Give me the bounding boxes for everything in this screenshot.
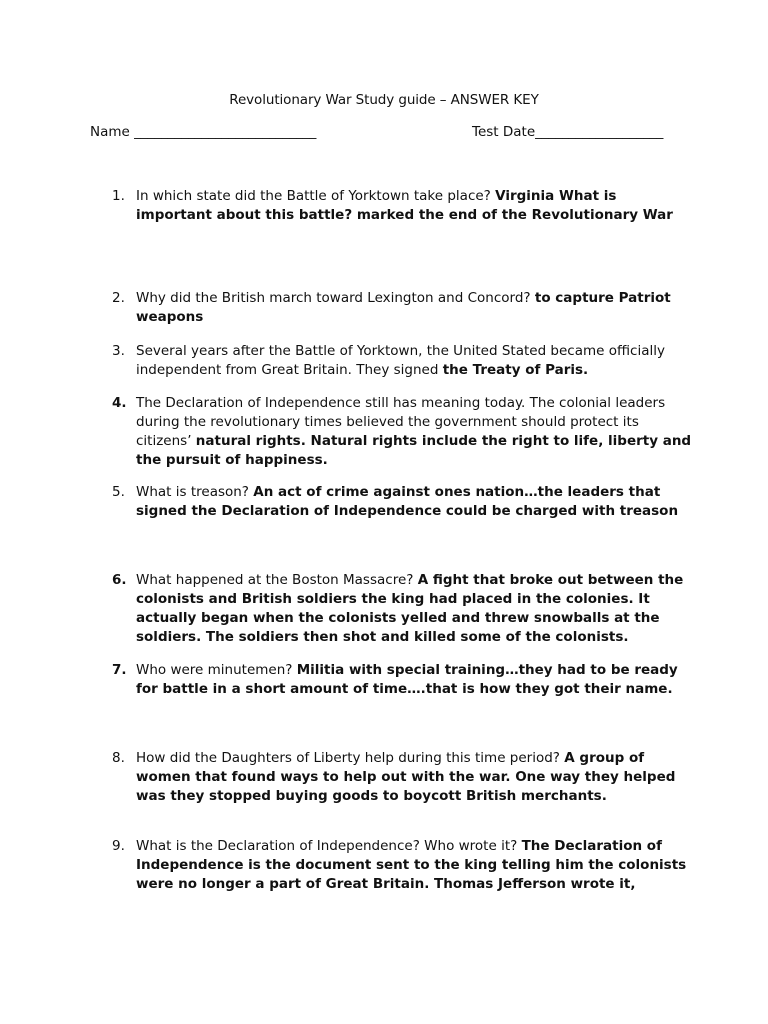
answer-text: to capture Patriot weapons (136, 290, 671, 325)
question-item-3 (112, 342, 692, 380)
page-title: Revolutionary War Study guide – ANSWER KEY (229, 92, 539, 108)
question-body (136, 837, 692, 894)
answer-text: The Declaration of Independence is the document sent to the king telling him the colonists were no longer a part of Great Britain. Thomas Jefferson wrote it, (136, 838, 687, 892)
question-body (136, 749, 692, 806)
answer-text: Virginia What is important about this battle? marked the end of the Revolutionary War (136, 188, 673, 223)
answer-text: natural rights. Natural rights include the right to life, liberty and the pursuit of happiness. (136, 433, 692, 468)
question-item-7 (112, 661, 692, 699)
question-number: 6. (112, 572, 127, 588)
question-item-6 (112, 571, 692, 647)
question-item-2 (112, 289, 692, 327)
question-body (136, 661, 692, 699)
question-body (136, 483, 692, 521)
question-item-8 (112, 749, 692, 806)
question-body (136, 571, 692, 647)
question-body (136, 187, 692, 225)
question-text: In which state did the Battle of Yorktown take place? (136, 188, 496, 204)
question-text: What happened at the Boston Massacre? (136, 572, 418, 588)
question-number: 2. (112, 290, 125, 306)
question-number: 1. (112, 188, 125, 204)
question-text: Several years after the Battle of Yorktown, the United Stated became officially independent from Great Britain. They signed (136, 343, 665, 378)
question-item-4 (112, 394, 692, 470)
answer-text: the Treaty of Paris. (442, 362, 589, 378)
question-text: Who were minutemen? (136, 662, 297, 678)
question-number: 3. (112, 343, 125, 359)
answer-text: A group of women that found ways to help out with the war. One way they helped was they stopped buying goods to boycott British merchants. (136, 750, 676, 804)
question-text: What is the Declaration of Independence? Who wrote it? (136, 838, 522, 854)
question-number: 7. (112, 662, 127, 678)
question-body (136, 289, 692, 327)
answer-text: A fight that broke out between the colonists and British soldiers the king had placed in the colonies. It actually began when the colonists yelled and threw snowballs at the soldiers. The soldiers then shot and killed some of the colonists. (136, 572, 684, 645)
question-item-9 (112, 837, 692, 894)
name-field: Name ___________________________ (90, 124, 317, 140)
question-number: 9. (112, 838, 125, 854)
question-number: 5. (112, 484, 125, 500)
question-item-5 (112, 483, 692, 521)
answer-text: Militia with special training…they had to be ready for battle in a short amount of time….that is how they got their name. (136, 662, 678, 697)
question-number: 8. (112, 750, 125, 766)
question-text: How did the Daughters of Liberty help during this time period? (136, 750, 565, 766)
question-text: The Declaration of Independence still has meaning today. The colonial leaders during the revolutionary times believed the government should protect its citizens’ (136, 395, 666, 449)
question-body (136, 342, 692, 380)
answer-text: An act of crime against ones nation…the leaders that signed the Declaration of Independence could be charged with treason (136, 484, 679, 519)
question-number: 4. (112, 395, 127, 411)
question-item-1 (112, 187, 692, 225)
question-text: What is treason? (136, 484, 254, 500)
test-date-field: Test Date___________________ (472, 124, 664, 140)
question-text: Why did the British march toward Lexington and Concord? (136, 290, 535, 306)
question-body (136, 394, 692, 470)
